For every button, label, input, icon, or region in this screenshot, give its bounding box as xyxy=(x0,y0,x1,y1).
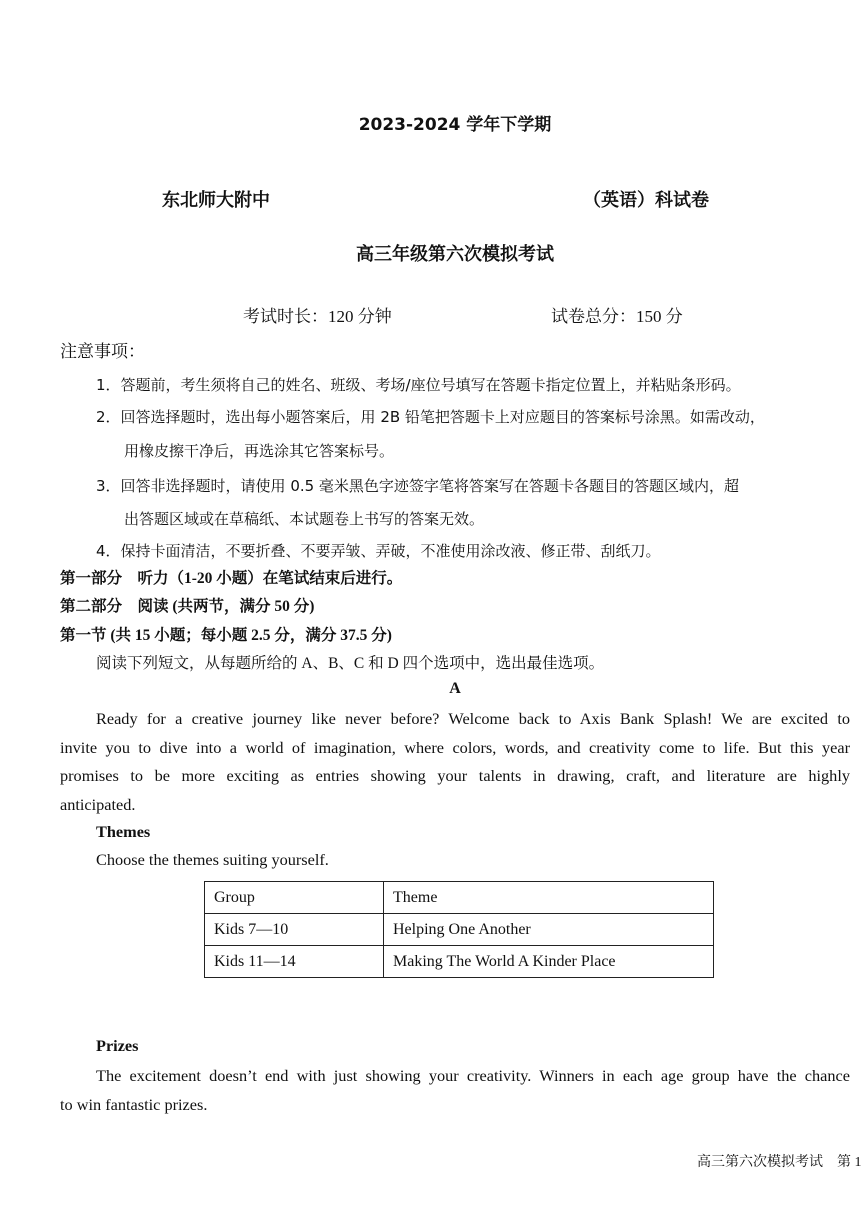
school-year-title: 2023-2024 学年下学期 xyxy=(358,115,552,135)
subject-label: （英语）科试卷 xyxy=(583,190,709,211)
themes-table xyxy=(204,881,714,978)
themes-text: Choose the themes suiting yourself. xyxy=(96,850,329,869)
exam-total-score: 试卷总分：150 分 xyxy=(551,307,683,326)
notice-item-2: 2．回答选择题时，选出每小题答案后，用 2B 铅笔把答题卡上对应题目的答案标号涂黑。如需改动， xyxy=(96,408,765,426)
section1-heading: 第一节 (共 15 小题；每小题 2.5 分，满分 37.5 分) xyxy=(60,627,392,644)
passage-line: invite you to dive into a world of imagination, where colors, words, and creativity come to life. But this year xyxy=(60,738,850,757)
notice-item-2-cont: 用橡皮擦干净后，再选涂其它答案标号。 xyxy=(124,442,395,460)
table-cell: Kids 7—10 xyxy=(205,914,384,946)
page-footer: 高三第六次模拟考试 第 1 xyxy=(697,1155,862,1170)
notice-item-3-cont: 出答题区域或在草稿纸、本试题卷上书写的答案无效。 xyxy=(124,510,485,528)
reading-instruction: 阅读下列短文，从每题所给的 A、B、C 和 D 四个选项中，选出最佳选项。 xyxy=(96,655,605,672)
passage-letter: A xyxy=(449,680,461,697)
table-cell: Making The World A Kinder Place xyxy=(384,946,714,978)
part1-heading: 第一部分 听力（1-20 小题）在笔试结束后进行。 xyxy=(60,570,403,587)
passage-line: The excitement doesn’t end with just showing your creativity. Winners in each age group have the chance xyxy=(96,1066,850,1085)
table-header-cell: Group xyxy=(205,882,384,914)
table-cell: Helping One Another xyxy=(384,914,714,946)
passage-line: to win fantastic prizes. xyxy=(60,1095,208,1114)
passage-line: promises to be more exciting as entries showing your talents in drawing, craft, and literature are highly xyxy=(60,766,850,785)
exam-title: 高三年级第六次模拟考试 xyxy=(356,244,554,265)
table-row xyxy=(205,946,714,978)
passage-line: anticipated. xyxy=(60,795,136,814)
notice-heading: 注意事项： xyxy=(60,342,145,361)
table-cell: Kids 11—14 xyxy=(205,946,384,978)
part2-heading: 第二部分 阅读 (共两节，满分 50 分) xyxy=(60,598,315,615)
table-header-row xyxy=(205,882,714,914)
themes-heading: Themes xyxy=(96,822,151,841)
school-name: 东北师大附中 xyxy=(162,190,270,211)
table-header-cell: Theme xyxy=(384,882,714,914)
exam-duration: 考试时长：120 分钟 xyxy=(243,307,392,326)
prizes-heading: Prizes xyxy=(96,1036,139,1055)
notice-item-4: 4．保持卡面清洁，不要折叠、不要弄皱、弄破，不准使用涂改液、修正带、刮纸刀。 xyxy=(96,542,661,560)
table-row xyxy=(205,914,714,946)
passage-line: Ready for a creative journey like never before? Welcome back to Axis Bank Splash! We are excited to xyxy=(96,709,850,728)
notice-item-1: 1．答题前，考生须将自己的姓名、班级、考场/座位号填写在答题卡指定位置上，并粘贴条形码。 xyxy=(96,376,741,394)
notice-item-3: 3．回答非选择题时，请使用 0.5 毫米黑色字迹签字笔将答案写在答题卡各题目的答题区域内，超 xyxy=(96,477,739,495)
